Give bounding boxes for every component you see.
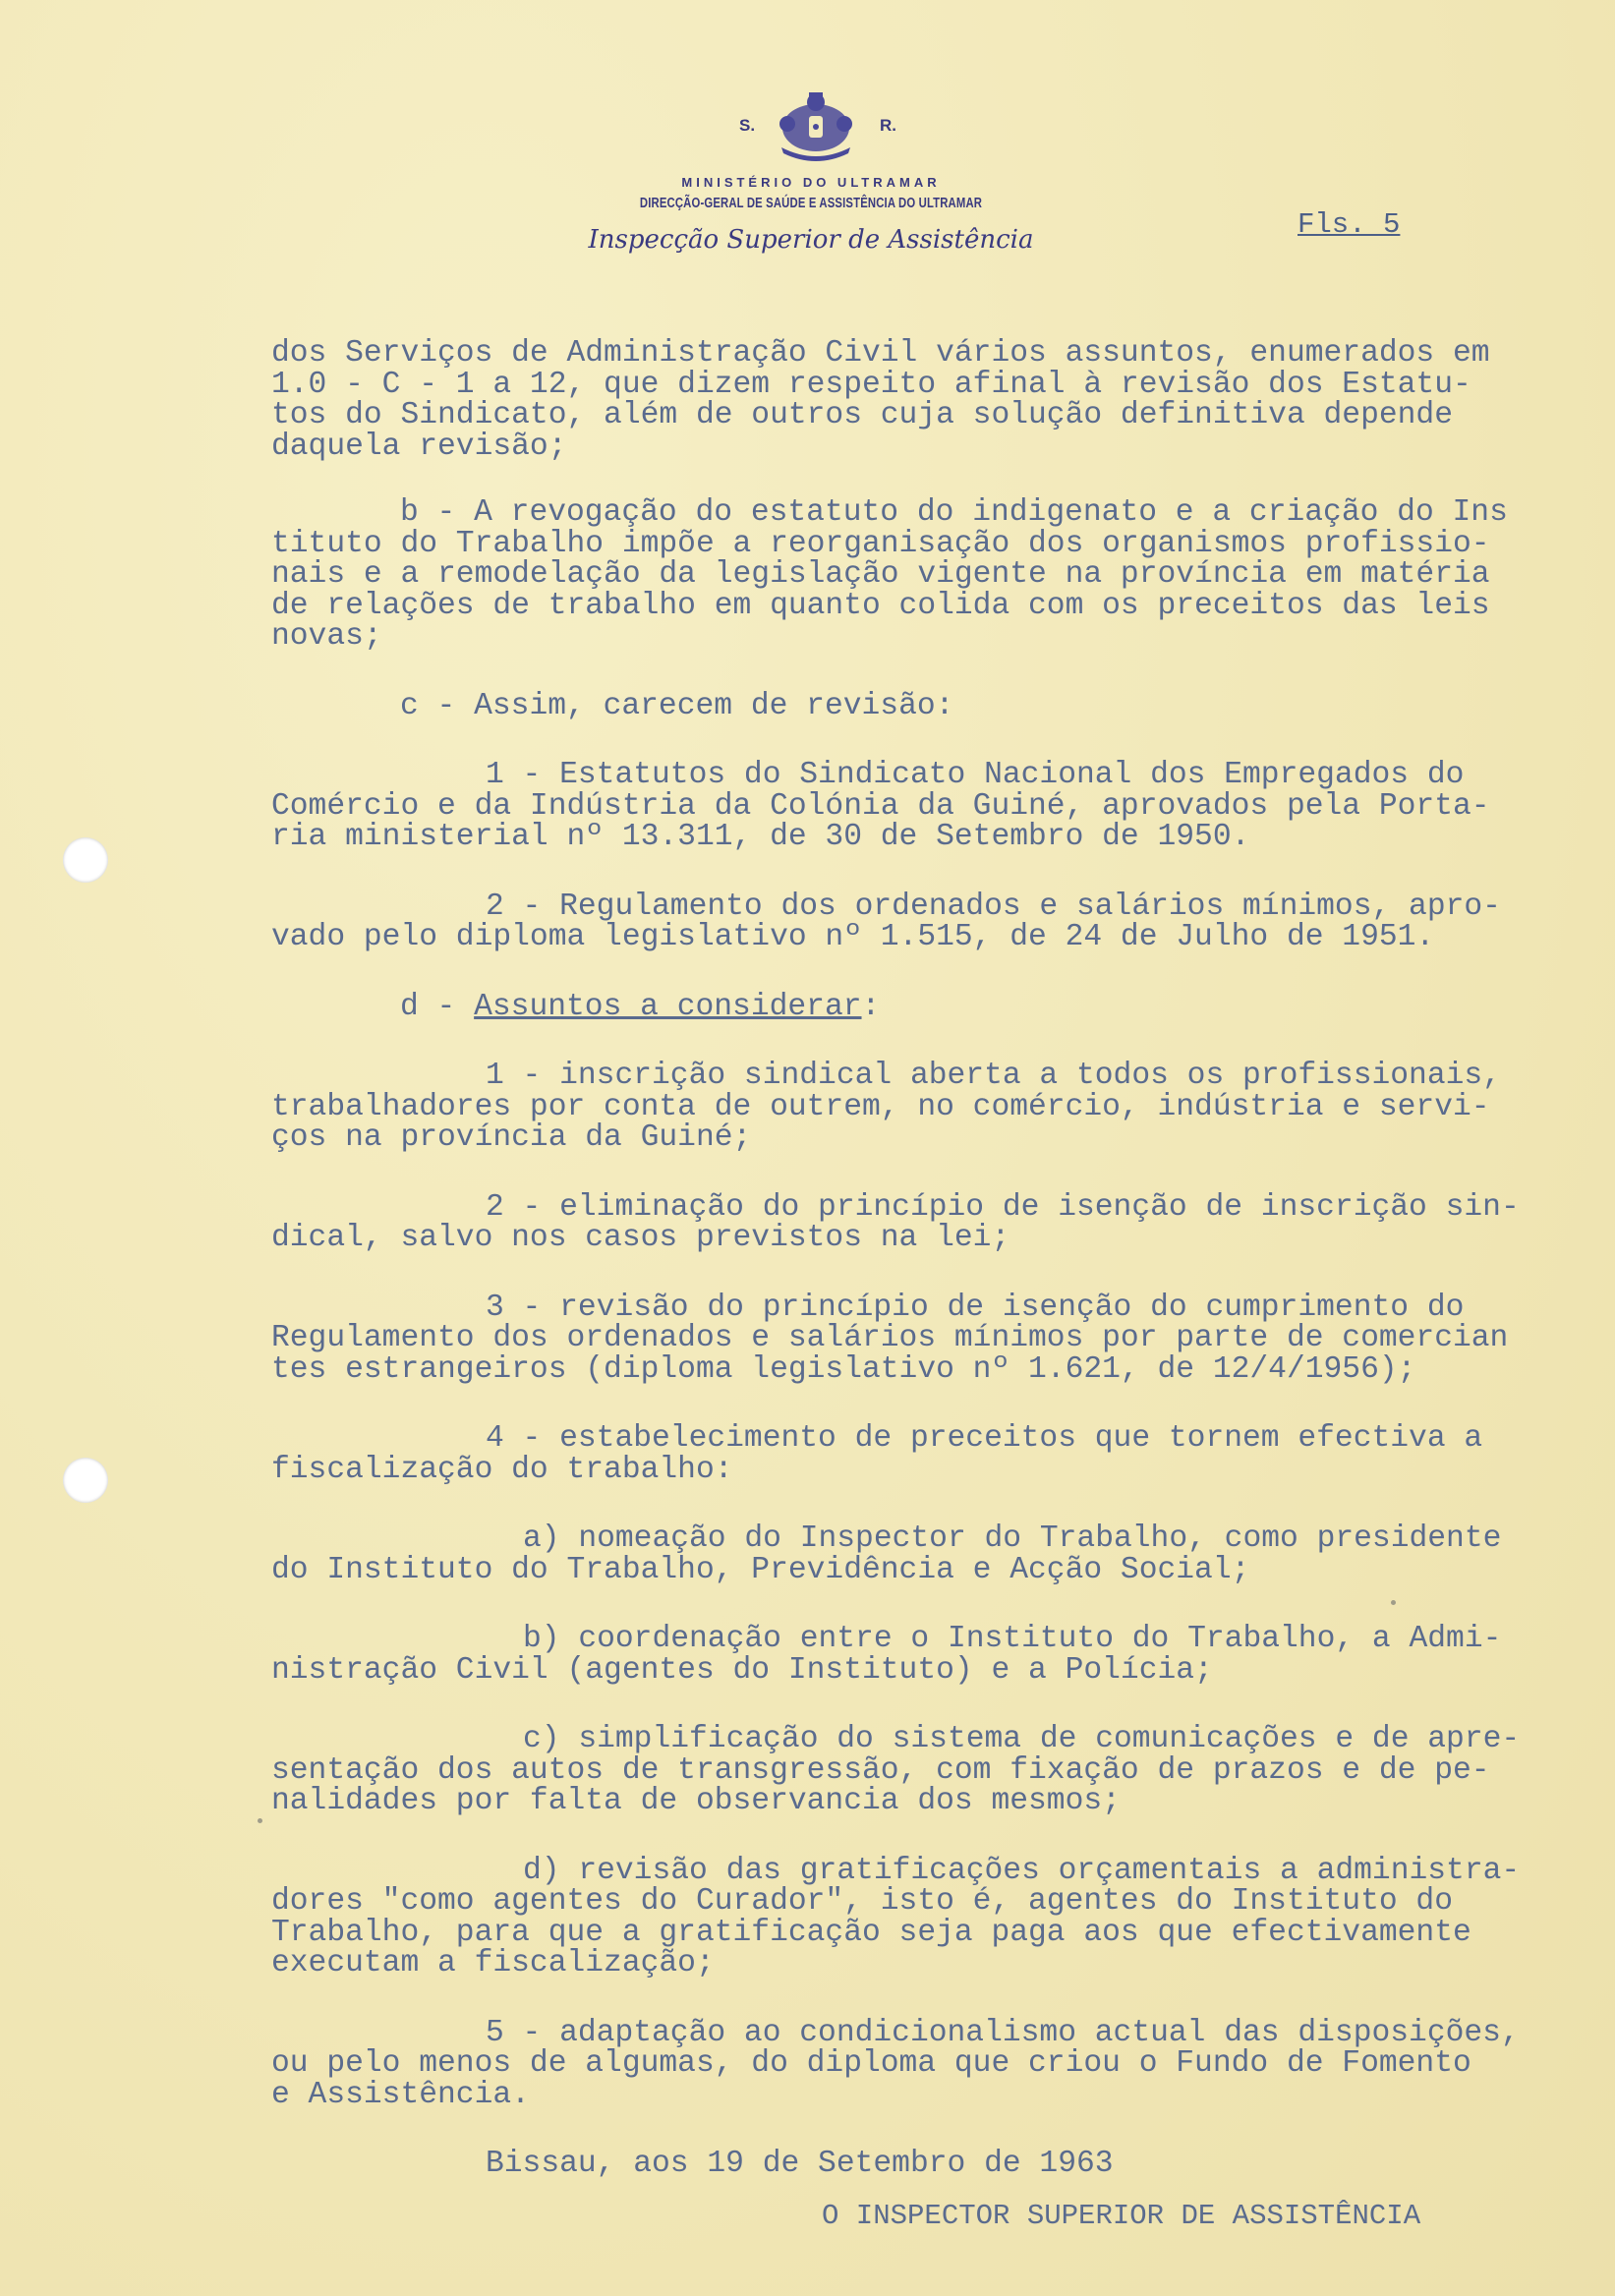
ministry-name: MINISTÉRIO DO ULTRAMAR (681, 175, 941, 190)
paragraph-d-2: 2 - eliminação do princípio de isenção de inscrição sin- dical, salvo nos casos previstos na lei; (271, 1189, 1520, 1255)
paragraph-d-heading (400, 989, 1559, 1024)
paragraph-c-1: 1 - Estatutos do Sindicato Nacional dos Empregados do Comércio e da Indústria da Colónia da Guiné, aprovados pela Porta- ria ministerial nº 13.311, de 30 de Setembro de 1950. (271, 758, 1490, 854)
letterhead-left-letter: S. (739, 116, 756, 135)
paper-speck (1391, 1600, 1396, 1605)
document-body (271, 338, 1559, 2218)
letterhead (550, 88, 1071, 255)
section-d-title: Assuntos a considerar (474, 989, 862, 1024)
page-number: Fls. 5 (1298, 208, 1401, 241)
paper-speck (258, 1818, 262, 1823)
paragraph-d-4: 4 - estabelecimento de preceitos que tornem efectiva a fiscalização do trabalho: (271, 1421, 1483, 1487)
paragraph-d-4-c: c) simplificação do sistema de comunicações e de apre- sentação dos autos de transgressão, com fixação de prazos e de pe- nalidades por falta de observancia dos mesmos; (271, 1722, 1521, 1818)
letterhead-right-letter: R. (880, 116, 896, 135)
paragraph-d-5: 5 - adaptação ao condicionalismo actual das disposições, ou pelo menos de algumas, do diploma que criou o Fundo de Fomento e Assistência. (271, 2015, 1520, 2112)
paragraph-b: b - A revogação do estatuto do indigenato e a criação do Ins tituto do Trabalho impõe a reorganisação dos organismos profissio- nais e a remodelação da legislação vigente na província em matéria de relações de trabalho em quanto colida com os preceitos das leis novas; (271, 495, 1508, 654)
paragraph-c: c - Assim, carecem de revisão: (400, 688, 954, 723)
paragraph-d-4-a: a) nomeação do Inspector do Trabalho, como presidente do Instituto do Trabalho, Previdência e Acção Social; (271, 1521, 1502, 1587)
directorate-name: DIRECÇÃO-GERAL DE SAÚDE E ASSISTÊNCIA DO ULTRAMAR (639, 196, 983, 211)
section-d-suffix: : (861, 989, 881, 1024)
signature-line: O INSPECTOR SUPERIOR DE ASSISTÊNCIA (822, 2200, 1421, 2232)
paragraph-d-1: 1 - inscrição sindical aberta a todos os profissionais, trabalhadores por conta de outrem, no comércio, indústria e servi- ços na província da Guiné; (271, 1059, 1501, 1155)
punch-hole-top (63, 837, 108, 883)
paragraph-continuation: dos Serviços de Administração Civil vários assuntos, enumerados em 1.0 - C - 1 a 12, que dizem respeito afinal à revisão dos Estatu- tos do Sindicato, além de outros cuja solução definitiva depende daquela revisão; (271, 336, 1490, 464)
section-d-prefix: d - (400, 989, 475, 1024)
crest-row (550, 88, 1071, 167)
punch-hole-bottom (63, 1458, 108, 1503)
paragraph-d-3: 3 - revisão do princípio de isenção do cumprimento do Regulamento dos ordenados e salários mínimos por parte de comercian tes estrangeiros (diploma legislativo nº 1.621, de 12/4/1956); (271, 1290, 1509, 1387)
paragraph-d-4-b: b) coordenação entre o Instituto do Trabalho, a Admi- nistração Civil (agentes do Instituto) e a Polícia; (271, 1622, 1502, 1688)
coat-of-arms-icon (772, 88, 860, 162)
paragraph-c-2: 2 - Regulamento dos ordenados e salários mínimos, apro- vado pelo diploma legislativo nº 1.515, de 24 de Julho de 1951. (271, 889, 1501, 954)
paragraph-d-4-d: d) revisão das gratificações orçamentais a administra- dores "como agentes do Curador", isto é, agentes do Instituto do Trabalho, para que a gratificação seja paga aos que efectivamente executam a fiscalização; (271, 1853, 1521, 1980)
date-line: Bissau, aos 19 de Setembro de 1963 (486, 2147, 1114, 2181)
inspectorate-name: Inspecção Superior de Assistência (588, 225, 1034, 255)
